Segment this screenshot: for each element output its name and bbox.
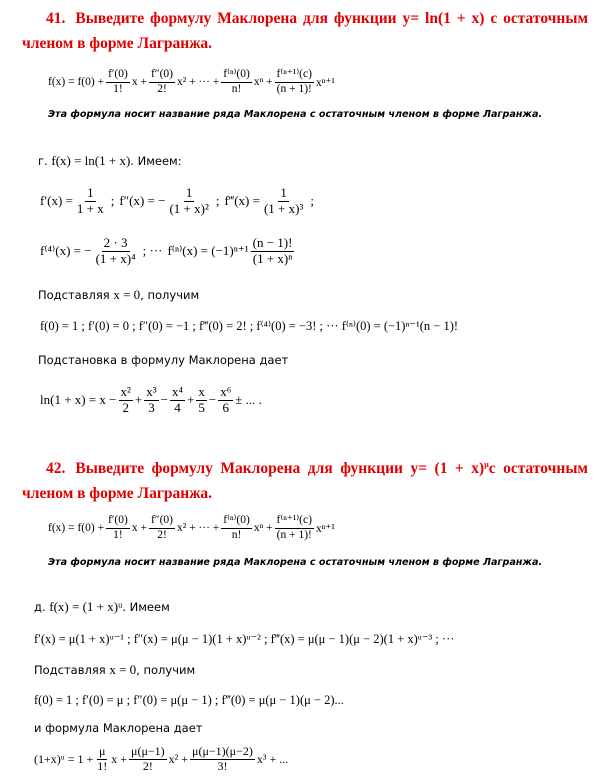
taylor-t3-den: n! [231,82,242,95]
taylor-term-3 [221,68,252,95]
s42-t3-den: 3! [217,758,228,773]
taylor-t2-num: f″(0) [149,68,175,82]
deriv-2-sep: ; [215,193,220,208]
deriv-3-frac [262,186,305,217]
problem-41-number: 41. [46,10,66,27]
s41-tail: ± ... . [235,392,262,407]
taylor-t1-num: f′(0) [106,68,130,82]
deriv-4-lhs: f⁽⁴⁾(x) = − [40,243,92,258]
taylor-t2-den: 2! [157,82,167,95]
taylor42-t2-num: f″(0) [149,514,175,528]
deriv-1-frac [75,186,106,217]
problem-41-title-text: Выведите формулу Маклорена для функции y= ln(1 + x) с остаточным членом в форме Лагранжа. [22,10,588,52]
taylor-t1-x: x + [131,76,147,88]
series-42-term-1 [95,745,109,774]
subst42-label: Подставляя [34,663,106,677]
deriv-3-num: 1 [280,184,287,200]
taylor-t4-x: xⁿ⁺¹ [315,77,335,89]
s41-t1-num: x² [120,383,131,399]
derivative-values-42: f(0) = 1 ; f′(0) = μ ; f″(0) = μ(μ − 1) ; f‴(0) = μ(μ − 1)(μ − 2)... [34,692,344,707]
deriv-n-lhs: f⁽ⁿ⁾(x) = (−1)ⁿ⁺¹ [167,243,249,258]
case-tail: . Имеем: [130,154,182,168]
taylor-lhs: f(x) = f(0) + [48,76,105,88]
series-41-term-1 [119,385,133,416]
case42-function: f(x) = (1 + x)ᵘ [49,599,123,614]
taylor42-term-4 [275,514,314,541]
maclaurin-formula-41 [48,66,335,98]
deriv-n-frac [251,236,295,267]
substitution-line-42 [34,660,195,680]
case42-tail: . Имеем [122,600,170,614]
problem-42-title-b: с остаточным членом в форме Лагранжа. [22,460,588,503]
substitution-line-41 [38,284,199,306]
case-function: f(x) = ln(1 + x) [51,153,131,168]
taylor42-t1-den: 1! [113,528,123,541]
problem-42-number: 42. [46,460,66,478]
s42-t3-num: μ(μ−1)(μ−2) [192,743,253,758]
taylor42-t2-x: x² + ··· + [177,522,220,534]
derivatives-42: f′(x) = μ(1 + x)ᵘ⁻¹ ; f″(x) = μ(μ − 1)(1 + x)ᵘ⁻² ; f‴(x) = μ(μ − 1)(μ − 2)(1 + x)ᵘ⁻³ ; ··· [34,632,455,646]
s41-op3: + [187,392,195,407]
deriv-3-lhs: f‴(x) = [224,193,260,208]
subst42-tail: , получим [136,663,196,677]
case-letter: г. [38,154,48,168]
taylor-t1-den: 1! [113,82,123,95]
deriv-2-lhs: f″(x) = − [119,193,166,208]
taylor-term-1 [106,68,130,95]
problem-42-title-a: Выведите формулу Маклорена для функции y= (1 + x) [75,460,485,478]
taylor42-t3-x: xⁿ + [253,522,273,534]
taylor42-t4-x: xⁿ⁺¹ [315,523,335,535]
case-line-41 [38,150,182,172]
deriv-1-lhs: f′(x) = [40,193,73,208]
s42-x3: x³ + ... [256,751,289,766]
series-41-term-2 [144,385,158,416]
taylor42-t1-num: f′(0) [106,514,130,528]
deriv-4-den: (1 + x)⁴ [95,250,136,266]
deriv-1-den: 1 + x [76,200,104,216]
s42-t1-den: 1! [97,758,108,773]
deriv-4-sep: ; ··· [142,243,163,258]
deriv-2-frac [167,186,210,217]
case-line-42 [34,596,170,618]
subst-tail: , получим [140,288,200,302]
derivatives-row-1 [40,182,319,220]
deriv-n-num: (n − 1)! [252,234,293,250]
s41-t3-den: 4 [174,399,181,415]
deriv-n-den: (1 + x)ⁿ [252,250,293,266]
derivative-values-41: f(0) = 1 ; f′(0) = 0 ; f″(0) = −1 ; f‴(0) = 2! ; f⁽⁴⁾(0) = −3! ; ··· f⁽ⁿ⁾(0) = (−1)ⁿ⁻¹(n − 1)! [40,319,459,333]
problem-41-title [22,6,588,56]
subst-label: Подставляя [38,288,110,302]
taylor42-term-2 [149,514,175,541]
deriv-3-sep: ; [310,193,314,208]
problem-42-title-sup: μ [484,460,489,469]
series-41-term-5 [218,385,233,416]
s41-t5-den: 6 [222,399,230,415]
problem-42-title [22,452,588,506]
series-41-lhs: ln(1 + x) = x − [40,392,117,407]
taylor-t2-x: x² + ··· + [177,76,220,88]
taylor-t3-num: f⁽ⁿ⁾(0) [221,68,252,82]
series-41 [40,378,262,422]
taylor42-t2-den: 2! [157,528,167,541]
deriv-2-num: 1 [185,184,193,200]
deriv-1-sep: ; [110,193,115,208]
taylor42-term-3 [221,514,252,541]
taylor-t4-den: (n + 1)! [276,82,312,95]
s42-t1-num: μ [99,743,106,758]
s41-t2-den: 3 [148,399,155,415]
s41-t1-den: 2 [122,399,129,415]
subst-math: x = 0 [113,287,141,302]
deriv-1-num: 1 [87,184,94,200]
s41-op1: + [134,392,143,407]
s42-t2-den: 2! [142,758,153,773]
series-42-term-2 [129,745,167,774]
s41-t4-den: 5 [198,399,205,415]
taylor42-t1-x: x + [131,522,147,534]
taylor42-t4-num: f⁽ⁿ⁺¹⁾(c) [275,514,314,528]
deriv-3-den: (1 + x)³ [263,200,304,216]
taylor42-lhs: f(x) = f(0) + [48,522,105,534]
s42-t2-num: μ(μ−1) [131,743,165,758]
taylor42-t3-den: n! [231,528,242,541]
deriv-4-frac [94,236,138,267]
s41-op4: − [208,392,217,407]
case42-letter: д. [34,600,46,614]
deriv-2-den: (1 + x)² [169,200,209,216]
formula-note-42: Эта формула носит название ряда Маклорена с остаточным членом в форме Лагранжа. [48,557,543,568]
formula-note-41: Эта формула носит название ряда Маклорена с остаточным членом в форме Лагранжа. [48,109,543,120]
taylor42-t3-num: f⁽ⁿ⁾(0) [221,514,252,528]
taylor-t3-x: xⁿ + [253,76,273,88]
s41-t4-num: x [198,383,205,399]
maclaurin-formula-42 [48,512,335,544]
series-42 [34,740,288,778]
s41-t3-num: x⁴ [172,383,184,399]
series-41-term-4 [196,385,207,416]
taylor-term-2 [149,68,175,95]
s41-t5-num: x⁶ [220,383,232,399]
series-42-term-3 [190,745,255,774]
series-42-lhs: (1+x)ᵘ = 1 + [34,751,94,766]
s41-t2-num: x³ [146,383,157,399]
result-label-42: и формула Маклорена дает [34,721,203,735]
series-41-term-3 [170,385,185,416]
taylor-t4-num: f⁽ⁿ⁺¹⁾(c) [275,68,314,82]
result-label-41: Подстановка в формулу Маклорена дает [38,353,289,367]
taylor42-t4-den: (n + 1)! [276,528,312,541]
deriv-4-num: 2 · 3 [103,234,128,250]
subst42-math: x = 0 [109,662,137,677]
s42-x2: x² + [168,751,189,766]
taylor42-term-1 [106,514,130,541]
s41-op2: − [160,392,169,407]
derivatives-row-2 [40,232,296,270]
s42-x1: x + [111,751,128,766]
taylor-term-4 [275,68,314,95]
